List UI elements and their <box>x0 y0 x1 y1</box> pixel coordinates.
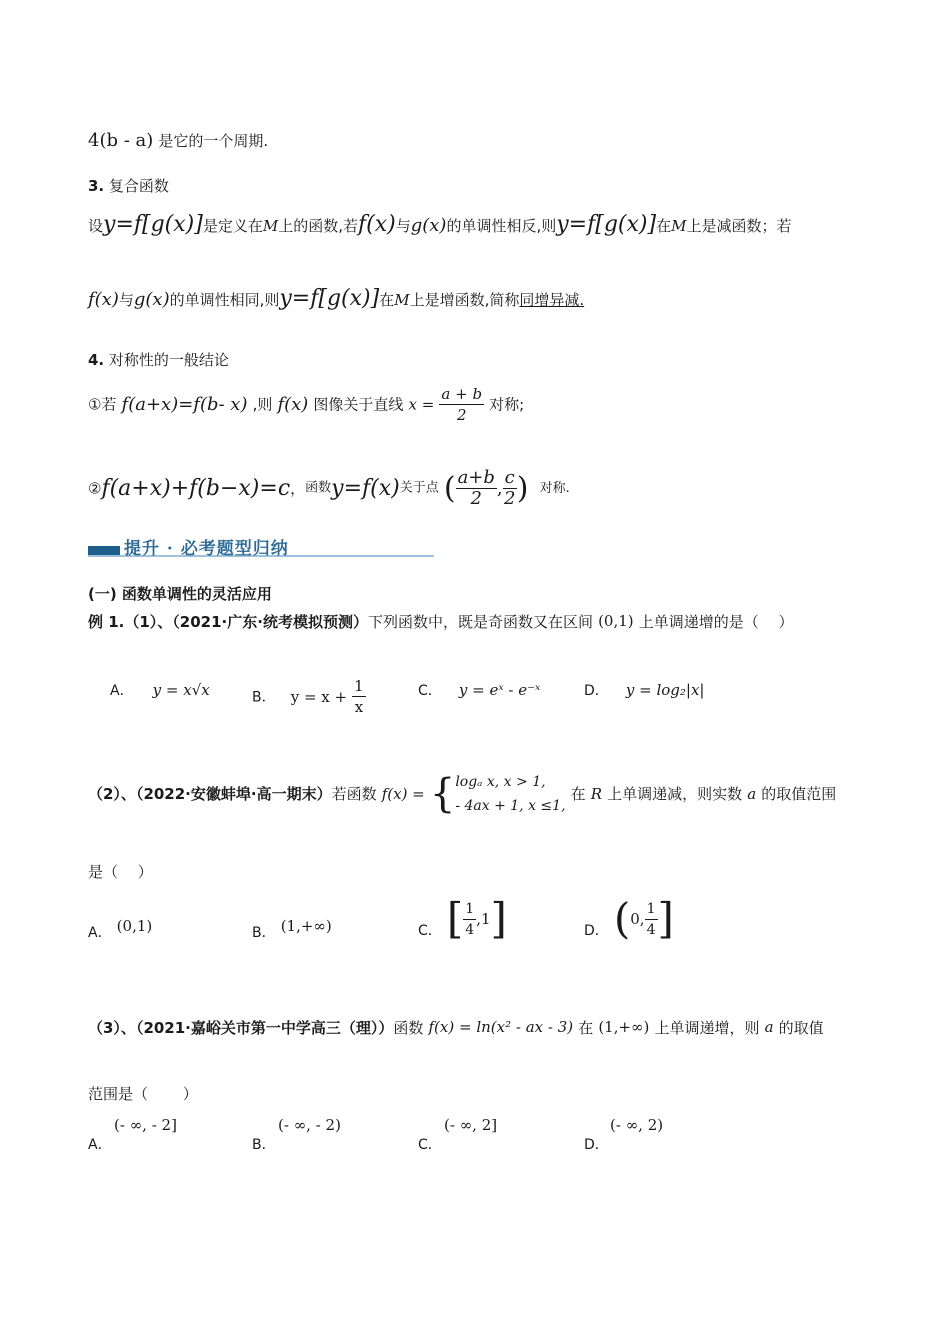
piecewise-cases <box>455 770 565 818</box>
option-label: A． <box>110 683 134 699</box>
example-3-stem-cont: 范围是（ ） <box>88 1085 198 1103</box>
fraction <box>352 676 366 717</box>
denominator: 2 <box>503 488 516 509</box>
option-expression: ,1 <box>476 910 491 928</box>
symbol-M: M <box>671 217 687 235</box>
symbol-R: R <box>590 785 603 803</box>
left-bracket: [ <box>446 894 464 943</box>
right-bracket: ] <box>490 894 507 943</box>
fraction <box>645 899 658 940</box>
composite-rule-line-2 <box>88 286 584 311</box>
text: ， <box>290 479 306 498</box>
marker: ①若 <box>88 395 117 414</box>
example-1-option-a[interactable] <box>110 680 210 700</box>
example-text: 函数 <box>393 1019 424 1037</box>
text: 在 <box>656 217 672 235</box>
section-4-number: 4. <box>88 351 105 369</box>
piecewise-lhs: f(x) = <box>381 785 425 803</box>
example-label: （2）、 <box>88 785 136 803</box>
example-text: 的取值范围 <box>761 785 837 803</box>
denominator: 2 <box>470 488 482 509</box>
numerator: 1 <box>354 677 364 695</box>
right-bracket: ] <box>657 894 674 943</box>
piecewise-case-1: logₐ x, x > 1, <box>455 774 546 790</box>
option-expression: (- ∞, - 2] <box>114 1116 177 1134</box>
symbol-a: a <box>747 785 757 803</box>
example-text: 上单调递增的是（ ） <box>638 613 794 631</box>
text: 关于点 <box>399 480 439 496</box>
section-4-heading <box>88 350 229 370</box>
composite-rule-line-1 <box>88 212 791 237</box>
banner-title: 提升 · 必考题型归纳 <box>124 539 289 559</box>
example-3-stem <box>88 1018 824 1038</box>
option-expression: y = x + <box>290 687 348 706</box>
numerator: 1 <box>645 899 658 920</box>
formula: g(x) <box>133 289 170 310</box>
example-2-option-d[interactable] <box>584 894 674 943</box>
option-label: C． <box>418 1137 442 1153</box>
option-label: D． <box>584 1137 609 1153</box>
function-definition: f(x) = ln(x² - ax - 3) <box>428 1018 574 1036</box>
option-label: C． <box>418 683 442 699</box>
formula: f(a+x)+f(b−x)=c <box>101 476 291 501</box>
left-paren: ( <box>613 894 631 943</box>
fraction <box>439 384 484 425</box>
option-label: D． <box>584 923 609 939</box>
option-label: C． <box>418 923 442 939</box>
period-formula: 4(b - a) <box>88 130 154 151</box>
example-2-option-b[interactable] <box>252 917 332 942</box>
text: 是定义在 <box>202 217 263 235</box>
formula: x = <box>408 395 435 414</box>
period-line <box>88 130 268 151</box>
example-text: 上单调递减，则实数 <box>607 785 743 803</box>
numerator: c <box>504 467 515 488</box>
denominator: 4 <box>646 921 656 938</box>
numerator: a+b <box>457 467 495 488</box>
interval: (1,+∞) <box>598 1018 650 1036</box>
symmetry-item-1 <box>88 384 524 425</box>
text: 的单调性相反,则 <box>446 217 557 235</box>
section-3-number: 3. <box>88 177 105 195</box>
example-label: 例 1.（1）、 <box>88 613 173 631</box>
left-paren: ( <box>443 471 456 506</box>
text: 上的函数,若 <box>278 217 358 235</box>
option-expression: (- ∞, - 2) <box>278 1116 341 1134</box>
example-2-stem-cont: 是（ ） <box>88 863 153 881</box>
example-source: （2021·广东·统考模拟预测） <box>172 613 368 631</box>
numerator: 1 <box>463 899 476 920</box>
text: 上是减函数；若 <box>686 217 792 235</box>
option-expression: (- ∞, 2] <box>444 1116 498 1134</box>
piecewise-case-2: - 4ax + 1, x ≤1, <box>455 798 566 814</box>
symbol-a: a <box>764 1018 774 1036</box>
text: 与 <box>395 217 411 235</box>
denominator: x <box>354 698 364 716</box>
example-2-stem <box>88 770 836 818</box>
example-2-option-c[interactable] <box>418 894 507 943</box>
option-expression: 0, <box>630 910 645 928</box>
denominator: 4 <box>465 921 475 938</box>
part-1-heading: (一) 函数单调性的灵活应用 <box>88 585 272 603</box>
option-expression: y = eˣ - e⁻ˣ <box>458 681 541 699</box>
comma: , <box>496 478 503 499</box>
formula: f(x) <box>88 289 119 310</box>
text: 的单调性相同,则 <box>169 291 280 309</box>
symbol-M: M <box>262 217 279 235</box>
example-text: 上单调递增，则 <box>654 1019 760 1037</box>
piecewise-brace: { <box>429 771 456 817</box>
text: 上是增函数,简称 <box>409 291 520 309</box>
formula: y=f(x) <box>331 476 400 501</box>
fraction <box>503 468 517 509</box>
example-text: 在 <box>578 1019 594 1037</box>
text: 图像关于直线 <box>313 395 404 414</box>
denominator: 2 <box>456 406 467 424</box>
marker: ② <box>88 479 102 498</box>
option-label: B． <box>252 925 276 941</box>
fraction <box>456 468 497 509</box>
example-text: 若函数 <box>331 785 377 803</box>
text: 设 <box>88 217 104 235</box>
example-1-option-c[interactable] <box>418 680 540 700</box>
text: 在 <box>379 291 395 309</box>
option-label: B． <box>252 1137 276 1153</box>
section-3-title: 复合函数 <box>108 177 169 195</box>
text: 函数 <box>305 480 332 496</box>
example-text: 的取值 <box>778 1019 824 1037</box>
example-2-option-a[interactable] <box>88 917 153 942</box>
example-text: 下列函数中，既是奇函数又在区间 <box>367 613 593 631</box>
formula: y=f[g(x)] <box>556 212 657 237</box>
option-expression: y = log₂|x| <box>625 681 705 699</box>
text: 对称. <box>539 480 570 496</box>
example-1-option-b[interactable] <box>252 676 366 717</box>
section-4-title: 对称性的一般结论 <box>108 351 229 369</box>
right-paren: ) <box>516 471 529 506</box>
text: 对称; <box>489 395 525 414</box>
formula: f(x) <box>277 394 309 415</box>
example-label: （3）、 <box>88 1019 136 1037</box>
example-1-option-d[interactable] <box>584 680 704 700</box>
section-3-heading <box>88 176 169 196</box>
example-source: （2021·嘉峪关市第一中学高三（理）） <box>135 1019 394 1037</box>
option-label: B． <box>252 689 276 706</box>
formula: y=f[g(x)] <box>103 212 203 237</box>
example-source: （2022·安徽蚌埠·高一期末） <box>135 785 332 803</box>
formula: f(a+x)=f(b- x) <box>121 394 248 415</box>
fraction <box>463 899 476 940</box>
example-text: 在 <box>570 785 586 803</box>
text: ,则 <box>252 395 273 414</box>
interval: (0,1) <box>598 612 634 630</box>
formula: f(x) <box>358 212 396 237</box>
option-expression: (0,1) <box>116 917 153 935</box>
formula: g(x) <box>410 215 447 236</box>
option-label: D． <box>584 683 609 699</box>
option-label: A． <box>88 925 112 941</box>
example-1-stem <box>88 612 794 632</box>
option-expression: y = x√x <box>152 681 210 699</box>
symbol-M: M <box>394 291 410 309</box>
option-expression: (1,+∞) <box>280 917 332 935</box>
text: 与 <box>118 291 134 309</box>
period-text: 是它的一个周期. <box>158 132 269 150</box>
symmetry-item-2 <box>88 468 570 509</box>
rule-mnemonic: 同增异减. <box>519 291 585 309</box>
formula: y=f[g(x)] <box>279 286 380 311</box>
option-expression: (- ∞, 2) <box>610 1116 664 1134</box>
option-label: A． <box>88 1137 112 1153</box>
numerator: a + b <box>441 385 483 403</box>
